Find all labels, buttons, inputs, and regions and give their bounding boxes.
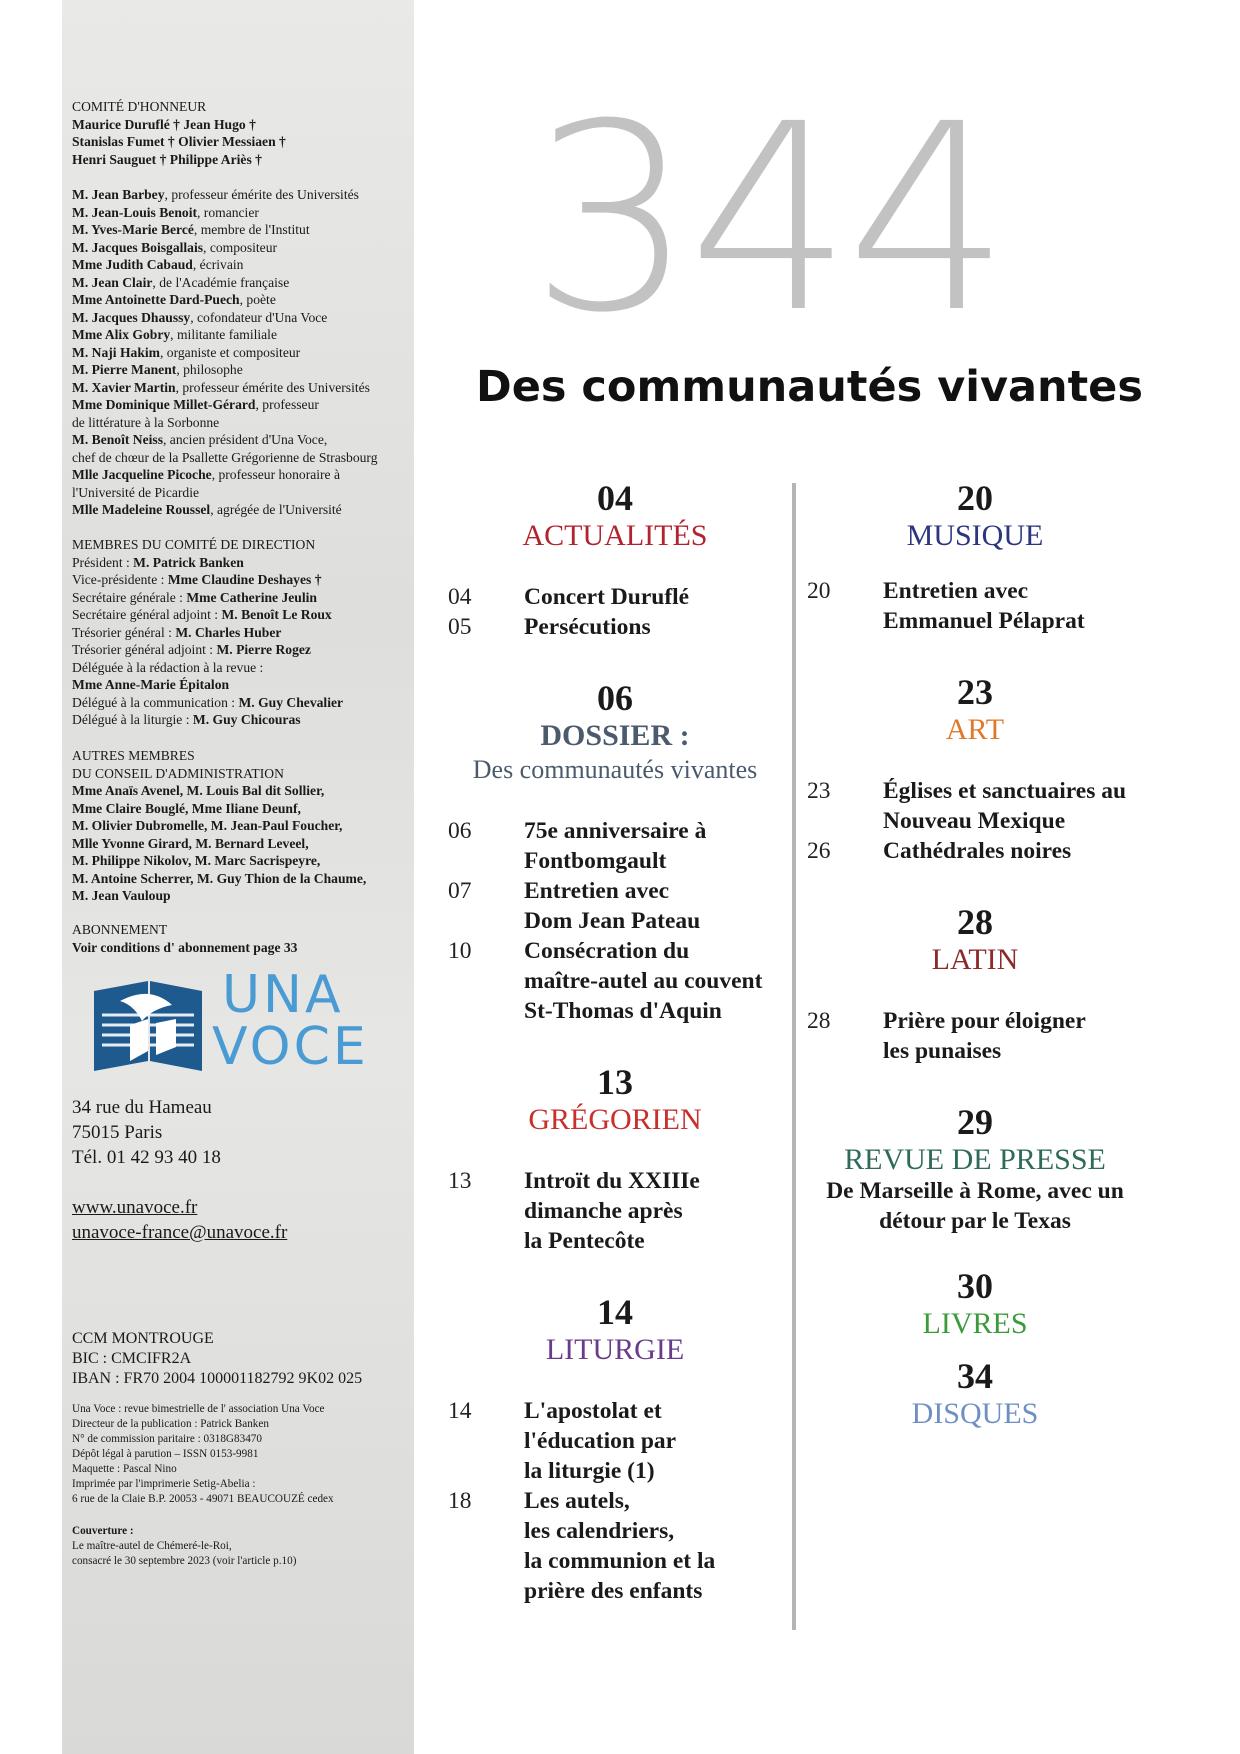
entry-line: De Marseille à Rome, avec un	[826, 1178, 1124, 1204]
section-title: ART	[945, 713, 1005, 746]
section-title: REVUE DE PRESSE	[844, 1143, 1106, 1176]
entry-page: 20	[807, 578, 831, 604]
entry-line: Introït du XXIIIe	[524, 1168, 700, 1194]
entry-line: St-Thomas d'Aquin	[524, 998, 722, 1024]
entry-line: Consécration du	[524, 938, 690, 964]
honor-committee-title: COMITÉ D'HONNEUR	[72, 99, 207, 114]
section-page: 34	[957, 1356, 993, 1396]
bank-line: BIC : CMCIFR2A	[72, 1350, 192, 1367]
other-members-line: M. Olivier Dubromelle, M. Jean-Paul Foucher,	[72, 818, 343, 833]
section-page: 14	[597, 1292, 633, 1332]
cover-caption-title: Couverture :	[72, 1525, 134, 1537]
section-title: LATIN	[931, 943, 1019, 976]
subscription-title: ABONNEMENT	[72, 922, 168, 937]
entry-line: Prière pour éloigner	[883, 1008, 1086, 1034]
bank-line: IBAN : FR70 2004 100001182792 9K02 025	[72, 1370, 363, 1387]
member-line: M. Jean Clair, de l'Académie française	[72, 274, 290, 290]
direction-committee	[72, 536, 412, 729]
section-title: DISQUES	[911, 1397, 1039, 1430]
entry-line: Concert Duruflé	[524, 584, 690, 610]
member-line: Mme Antoinette Dard-Puech, poète	[72, 292, 276, 307]
direction-line: Secrétaire générale : Mme Catherine Jeulin	[72, 589, 317, 605]
toc-entry[interactable]	[810, 1176, 1140, 1236]
colophon-line: Directeur de la publication : Patrick Banken	[72, 1418, 269, 1430]
entry-line: maître-autel au couvent	[524, 968, 763, 994]
section-title: DOSSIER :	[540, 719, 690, 752]
other-members-line: M. Philippe Nikolov, M. Marc Sacrispeyre,	[72, 853, 321, 868]
section-actualites	[450, 478, 780, 554]
member-line: l'Université de Picardie	[72, 484, 200, 500]
member-line: Mme Dominique Millet-Gérard, professeur	[72, 397, 319, 412]
entry-line: Fontbomgault	[524, 848, 667, 874]
column-divider	[792, 483, 796, 1630]
member-line: Mlle Jacqueline Picoche, professeur honoraire à	[72, 467, 341, 482]
section-page: 20	[957, 478, 993, 518]
member-line: M. Yves-Marie Bercé, membre de l'Institut	[72, 222, 310, 237]
section-gregorien	[450, 1062, 780, 1138]
member-line: M. Xavier Martin, professeur émérite des Universités	[72, 379, 370, 395]
email-link[interactable]: unavoce-france@unavoce.fr	[72, 1222, 288, 1243]
entry-line: les calendriers,	[524, 1518, 675, 1544]
contact-links	[72, 1195, 412, 1245]
honor-line: Maurice Duruflé † Jean Hugo †	[72, 116, 256, 132]
colophon	[72, 1402, 412, 1507]
member-line: Mlle Madeleine Roussel, agrégée de l'Université	[72, 502, 342, 517]
entry-line: Les autels,	[524, 1488, 630, 1514]
entry-page: 06	[448, 818, 472, 844]
section-page: 30	[957, 1266, 993, 1306]
phone: Tél. 01 42 93 40 18	[72, 1147, 221, 1168]
entry-line: dimanche après	[524, 1198, 683, 1224]
bank-details	[72, 1329, 412, 1389]
direction-line: Président : M. Patrick Banken	[72, 554, 244, 570]
member-line: M. Jean Barbey, professeur émérite des Universités	[72, 187, 359, 202]
section-art	[810, 672, 1140, 748]
entry-line: Entretien avec	[883, 578, 1029, 604]
section-latin	[810, 902, 1140, 978]
section-revue-de-presse	[810, 1102, 1140, 1178]
honor-line: Henri Sauguet † Philippe Ariès †	[72, 151, 262, 167]
member-line: Mme Judith Cabaud, écrivain	[72, 257, 244, 272]
other-members-title: AUTRES MEMBRES	[72, 748, 195, 763]
entry-page: 07	[448, 878, 472, 904]
other-members-line: Mlle Yvonne Girard, M. Bernard Leveel,	[72, 835, 309, 851]
other-members	[72, 747, 412, 905]
entry-page: 04	[448, 584, 472, 610]
section-page: 04	[597, 478, 633, 518]
other-members-line: M. Jean Vauloup	[72, 888, 171, 903]
section-musique	[810, 478, 1140, 554]
entry-page: 26	[807, 838, 831, 864]
entry-line: Cathédrales noires	[883, 838, 1072, 864]
entry-line: Emmanuel Pélaprat	[883, 608, 1085, 634]
section-subtitle: Des communautés vivantes	[472, 755, 758, 784]
member-line: M. Naji Hakim, organiste et compositeur	[72, 344, 301, 360]
issue-number: 344	[530, 69, 1005, 369]
section-livres	[810, 1266, 1140, 1342]
cover-caption-line: Le maître-autel de Chémeré-le-Roi,	[72, 1540, 232, 1552]
direction-line: Trésorier général : M. Charles Huber	[72, 624, 282, 640]
entry-page: 10	[448, 938, 472, 964]
member-line: chef de chœur de la Psallette Grégorienne de Strasbourg	[72, 449, 378, 465]
colophon-line: Maquette : Pascal Nino	[72, 1463, 177, 1475]
honor-committee	[72, 98, 412, 168]
direction-line: Trésorier général adjoint : M. Pierre Rogez	[72, 642, 311, 657]
entry-line: la Pentecôte	[524, 1228, 645, 1254]
section-page: 28	[957, 902, 993, 942]
member-line: Mme Alix Gobry, militante familiale	[72, 327, 277, 342]
section-title: LIVRES	[922, 1307, 1028, 1340]
issue-headline: Des communautés vivantes	[476, 362, 1143, 412]
colophon-line: N° de commission paritaire : 0318G83470	[72, 1433, 262, 1445]
entry-page: 13	[448, 1168, 472, 1194]
entry-line: l'éducation par	[524, 1428, 677, 1454]
honor-line: Stanislas Fumet † Olivier Messiaen †	[72, 134, 286, 149]
entry-line: prière des enfants	[524, 1578, 703, 1604]
logo-text-voce: VOCE	[212, 1017, 369, 1077]
section-page: 23	[957, 672, 993, 712]
section-page: 06	[597, 678, 633, 718]
colophon-line: 6 rue de la Claie B.P. 20053 - 49071 BEAUCOUZÉ cedex	[72, 1493, 334, 1505]
direction-title: MEMBRES DU COMITÉ DE DIRECTION	[72, 537, 316, 552]
other-members-title: DU CONSEIL D'ADMINISTRATION	[72, 765, 284, 781]
section-liturgie	[450, 1292, 780, 1368]
entry-line: la communion et la	[524, 1548, 716, 1574]
entry-line: Entretien avec	[524, 878, 670, 904]
logo-text-una: UNA	[222, 965, 344, 1025]
other-members-line: M. Antoine Scherrer, M. Guy Thion de la Chaume,	[72, 870, 367, 886]
una-voce-logo	[90, 965, 380, 1077]
bank-line: CCM MONTROUGE	[72, 1330, 214, 1347]
address-line: 75015 Paris	[72, 1122, 163, 1143]
entry-line: les punaises	[883, 1038, 1002, 1064]
member-line: M. Pierre Manent, philosophe	[72, 362, 243, 377]
entry-line: Nouveau Mexique	[883, 808, 1066, 834]
colophon-line: Una Voce : revue bimestrielle de l' association Una Voce	[72, 1403, 325, 1415]
section-title: MUSIQUE	[906, 519, 1044, 552]
member-line: M. Jacques Boisgallais, compositeur	[72, 239, 278, 255]
entry-line: Églises et sanctuaires au	[883, 778, 1127, 804]
member-line: M. Benoît Neiss, ancien président d'Una Voce,	[72, 432, 328, 447]
entry-line: Persécutions	[524, 614, 651, 640]
section-page: 29	[957, 1102, 993, 1142]
section-dossier	[445, 678, 785, 786]
entry-line: 75e anniversaire à	[524, 818, 707, 844]
section-title: LITURGIE	[545, 1333, 685, 1366]
other-members-line: Mme Anaïs Avenel, M. Louis Bal dit Sollier,	[72, 783, 325, 798]
colophon-line: Imprimée par l'imprimerie Setig-Abelia :	[72, 1478, 256, 1490]
address-line: 34 rue du Hameau	[72, 1097, 212, 1118]
cover-caption	[72, 1524, 412, 1569]
entry-line: L'apostolat et	[524, 1398, 662, 1424]
entry-line: détour par le Texas	[879, 1208, 1071, 1234]
address	[72, 1095, 412, 1170]
member-line: M. Jacques Dhaussy, cofondateur d'Una Voce	[72, 309, 328, 325]
direction-line: Délégué à la communication : M. Guy Chevalier	[72, 694, 344, 710]
direction-line: Secrétaire général adjoint : M. Benoît Le Roux	[72, 607, 332, 622]
direction-line: Vice-présidente : Mme Claudine Deshayes †	[72, 572, 322, 587]
entry-page: 18	[448, 1488, 472, 1514]
direction-line: Déléguée à la rédaction à la revue :	[72, 659, 264, 675]
entry-page: 28	[807, 1008, 831, 1034]
subscription	[72, 921, 412, 956]
entry-page: 05	[448, 614, 472, 640]
entry-page: 23	[807, 778, 831, 804]
section-title: ACTUALITÉS	[522, 519, 708, 552]
other-members-line: Mme Claire Bouglé, Mme Iliane Deunf,	[72, 800, 301, 816]
direction-line: Délégué à la liturgie : M. Guy Chicouras	[72, 712, 301, 727]
entry-line: la liturgie (1)	[524, 1458, 655, 1484]
website-link[interactable]: www.unavoce.fr	[72, 1197, 198, 1218]
section-page: 13	[597, 1062, 633, 1102]
entry-line: Dom Jean Pateau	[524, 908, 701, 934]
section-disques	[810, 1356, 1140, 1432]
colophon-line: Dépôt légal à parution – ISSN 0153-9981	[72, 1448, 259, 1460]
members-list	[72, 186, 412, 519]
direction-line: Mme Anne-Marie Épitalon	[72, 677, 230, 692]
cover-caption-line: consacré le 30 septembre 2023 (voir l'article p.10)	[72, 1555, 297, 1567]
section-title: GRÉGORIEN	[528, 1103, 702, 1136]
member-line: M. Jean-Louis Benoit, romancier	[72, 204, 259, 220]
member-line: de littérature à la Sorbonne	[72, 414, 220, 430]
entry-page: 14	[448, 1398, 472, 1424]
subscription-text: Voir conditions d' abonnement page 33	[72, 939, 298, 955]
